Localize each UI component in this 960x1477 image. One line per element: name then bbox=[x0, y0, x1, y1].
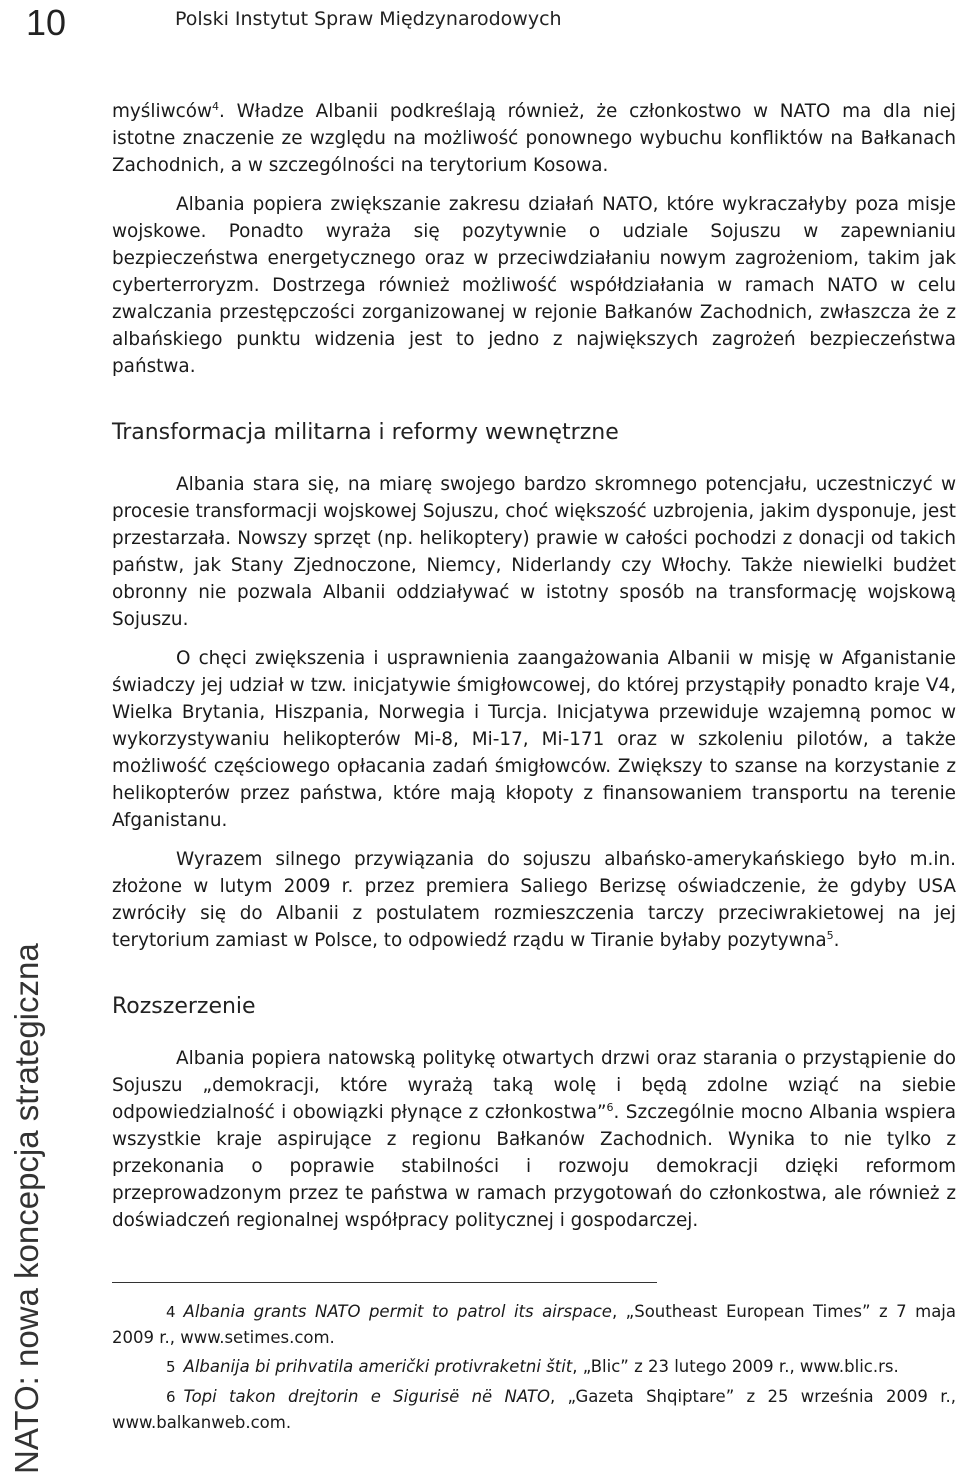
footnote-number: 4 bbox=[166, 1303, 176, 1321]
footnote-source: , „Blic” z 23 lutego 2009 r., www.blic.rs. bbox=[572, 1357, 899, 1376]
paragraph-6 bbox=[112, 1045, 956, 1234]
section-heading-transformation: Transformacja militarna i reformy wewnętrzne bbox=[112, 420, 619, 445]
footnote-number: 6 bbox=[166, 1388, 176, 1406]
p5-text: Wyrazem silnego przywiązania do sojuszu albańsko-amerykańskiego było m.in. złożone w lutym 2009 r. przez premiera Saliego Berizsę oświadczenie, że gdyby USA zwróciły się do Albanii z postulatem rozmieszczenia tarczy przeciwrakietowej na jej terytorium zamiast w Polsce, to odpowiedź rządu w Tiranie byłaby pozytywna bbox=[112, 849, 956, 951]
paragraph-5 bbox=[112, 846, 956, 954]
running-title: Polski Instytut Spraw Międzynarodowych bbox=[175, 8, 562, 30]
footnote-source: , „Southeast European Times” z 7 maja 2009 r., www.setimes.com. bbox=[112, 1302, 956, 1347]
footnote-5 bbox=[112, 1354, 956, 1380]
paragraph-3: Albania stara się, na miarę swojego bardzo skromnego potencjału, uczestniczyć w procesie transformacji wojskowej Sojuszu, choć większość uzbrojenia, jakim dysponuje, jest przestarzała. Nowszy sprzęt (np. helikoptery) prawie w całości pochodzi z donacji od takich państw, jak Stany Zjednoczone, Niemcy, Niderlandy czy Włochy. Także niewielki budżet obronny nie pozwala Albanii oddziaływać w istotny sposób na transformację wojskową Sojuszu. bbox=[112, 474, 956, 630]
footnote-rule bbox=[112, 1282, 657, 1283]
p5-end: . bbox=[833, 930, 840, 951]
paragraph-4: O chęci zwiększenia i usprawnienia zaangażowania Albanii w misję w Afganistanie świadczy jej udział w tzw. inicjatywie śmigłowcowej, do której przystąpiły ponadto kraje V4, Wielka Brytania, Hiszpania, Norwegia i Turcja. Inicjatywa przewiduje wzajemną pomoc w wykorzystywaniu helikopterów Mi-8, Mi-17, Mi-171 oraz w szkoleniu pilotów, a także możliwość częściowego opłacania zadań śmigłowców. Zwiększy to szanse na korzystanie z helikopterów przez państwa, które mają kłopoty z finansowaniem transportu na terenie Afganistanu. bbox=[112, 648, 956, 831]
footnote-source: , „Gazeta Shqiptare” z 25 września 2009 r., www.balkanweb.com. bbox=[112, 1387, 956, 1432]
p6-rest: . Szczególnie mocno Albania wspiera wszystkie kraje aspirujące z regionu Bałkanów Zachodnich. Wynika to nie tylko z przekonania o poprawie stabilności i rozwoju demokracji dzięki reformom przeprowadzonym przez te państwa w ramach przygotowań do członkostwa, ale również z doświadczeń regionalnej współpracy politycznej i gospodarczej. bbox=[112, 1102, 956, 1231]
footnote-title: Albanija bi prihvatila američki protivraketni štit bbox=[183, 1357, 573, 1376]
footnote-4 bbox=[112, 1299, 956, 1350]
footnote-ref-4: 4 bbox=[212, 99, 220, 113]
p6-lead: Albania popiera natowską politykę otwartych drzwi oraz starania o przystąpienie do Sojuszu „demokracji, które wyrażą taką wolę i będą zdolne wziąć na siebie odpowiedzialność i obowiązki płynące z członkostwa” bbox=[112, 1048, 956, 1123]
footnotes bbox=[112, 1299, 956, 1435]
footnote-number: 5 bbox=[166, 1358, 176, 1376]
p1-rest: . Władze Albanii podkreślają również, że członkostwo w NATO ma dla niej istotne znaczenie ze względu na możliwość ponownego wybuchu konfliktów na Bałkanach Zachodnich, a w szczególności na terytorium Kosowa. bbox=[112, 101, 956, 176]
footnote-6 bbox=[112, 1384, 956, 1435]
paragraph-1 bbox=[112, 98, 956, 179]
page-header bbox=[0, 0, 960, 50]
footnote-title: Albania grants NATO permit to patrol its airspace bbox=[183, 1302, 612, 1321]
main-text bbox=[112, 98, 956, 1435]
p1-lead: myśliwców bbox=[112, 101, 213, 122]
footnote-ref-5: 5 bbox=[826, 928, 834, 942]
page-number: 10 bbox=[26, 2, 67, 43]
footnote-ref-6: 6 bbox=[606, 1100, 614, 1114]
paragraph-2: Albania popiera zwiększanie zakresu działań NATO, które wykraczałyby poza misje wojskowe. Ponadto wyraża się pozytywnie o udziale Sojuszu w zapewnianiu bezpieczeństwa energetycznego oraz w przeciwdziałaniu nowym zagrożeniom, takim jak cyberterroryzm. Dostrzega również możliwość współdziałania w ramach NATO w celu zwalczania przestępczości zorganizowanej w rejonie Bałkanów Zachodnich, zwłaszcza że z albańskiego punktu widzenia jest to jedno z największych zagrożeń bezpieczeństwa państwa. bbox=[112, 194, 956, 377]
section-heading-enlargement: Rozszerzenie bbox=[112, 994, 256, 1019]
side-title: NATO: nowa koncepcja strategiczna bbox=[8, 943, 45, 1474]
footnote-title: Topi takon drejtorin e Sigurisë në NATO bbox=[183, 1387, 550, 1406]
